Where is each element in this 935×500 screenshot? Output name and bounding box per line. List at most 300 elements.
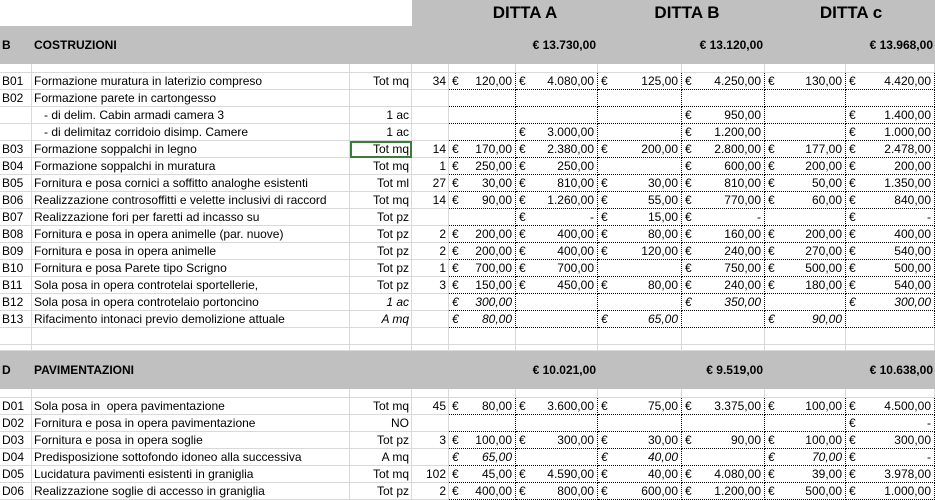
row-quantity[interactable]	[412, 90, 449, 107]
row-quantity[interactable]	[412, 415, 449, 432]
c-total-cell[interactable]	[846, 107, 935, 124]
row-code[interactable]: B02	[0, 90, 32, 107]
amount: 700,00	[557, 261, 594, 275]
a-total-cell[interactable]	[516, 311, 598, 328]
c-price-cell[interactable]	[765, 466, 846, 483]
b-price-cell[interactable]	[598, 141, 682, 158]
c-total-cell[interactable]	[846, 415, 935, 432]
euro-sign: €	[768, 142, 775, 156]
row-unit[interactable]: Tot mq	[350, 398, 412, 415]
amount: 120,00	[641, 244, 678, 258]
b-total-cell[interactable]	[682, 260, 765, 277]
a-total-cell[interactable]	[516, 107, 598, 124]
a-total-cell[interactable]	[516, 277, 598, 294]
section-total[interactable]: € 10.021,00	[532, 363, 596, 377]
amount: -	[927, 416, 931, 430]
amount: 100,00	[805, 433, 842, 447]
c-price-cell[interactable]	[765, 141, 846, 158]
a-price-cell[interactable]	[449, 260, 516, 277]
row-description[interactable]: - di delim. Cabin armadi camera 3	[32, 107, 350, 124]
b-price-cell[interactable]	[598, 294, 682, 311]
euro-sign: €	[601, 142, 608, 156]
amount: 30,00	[647, 176, 678, 190]
row-unit[interactable]: 1 ac	[350, 294, 412, 311]
c-total-cell[interactable]	[846, 90, 935, 107]
c-total-cell[interactable]	[846, 294, 935, 311]
amount: 4.500,00	[884, 399, 931, 413]
b-price-cell[interactable]	[598, 398, 682, 415]
euro-sign: €	[601, 433, 608, 447]
c-total-cell[interactable]	[846, 73, 935, 90]
a-price-cell[interactable]	[449, 294, 516, 311]
row-code[interactable]: B05	[0, 175, 32, 192]
a-price-cell[interactable]	[449, 415, 516, 432]
row-description[interactable]: Sola posa in opera controtelaio portoncino	[32, 294, 350, 311]
euro-sign: €	[685, 244, 692, 258]
a-price-cell[interactable]	[449, 209, 516, 226]
c-price-cell[interactable]	[765, 209, 846, 226]
amount: 250,00	[557, 159, 594, 173]
b-price-cell[interactable]	[598, 483, 682, 500]
euro-sign: €	[849, 261, 856, 275]
c-price-cell[interactable]	[765, 175, 846, 192]
amount: 540,00	[894, 244, 931, 258]
row-code[interactable]: B06	[0, 192, 32, 209]
row-code[interactable]: D01	[0, 398, 32, 415]
euro-sign: €	[452, 278, 459, 292]
amount: 1.200,00	[714, 125, 761, 139]
euro-sign: €	[601, 450, 608, 464]
a-total-cell[interactable]	[516, 294, 598, 311]
a-price-cell[interactable]	[449, 449, 516, 466]
a-total-cell[interactable]	[516, 432, 598, 449]
euro-sign: €	[685, 108, 692, 122]
c-price-cell[interactable]	[765, 90, 846, 107]
c-total-cell[interactable]	[846, 209, 935, 226]
amount: 130,00	[805, 74, 842, 88]
c-price-cell[interactable]	[765, 415, 846, 432]
table-row	[0, 124, 935, 141]
b-total-cell[interactable]	[682, 107, 765, 124]
a-total-cell[interactable]	[516, 90, 598, 107]
row-description[interactable]: Sola posa in opera controtelai sportellerie,	[32, 277, 350, 294]
c-price-cell[interactable]	[765, 449, 846, 466]
a-total-cell[interactable]	[516, 483, 598, 500]
row-description[interactable]: Fornitura e posa in opera soglie	[32, 432, 350, 449]
c-total-cell[interactable]	[846, 483, 935, 500]
row-code[interactable]: B13	[0, 311, 32, 328]
row-code[interactable]: D06	[0, 483, 32, 500]
b-price-cell[interactable]	[598, 243, 682, 260]
row-quantity[interactable]	[412, 449, 449, 466]
row-code[interactable]: D05	[0, 466, 32, 483]
row-code[interactable]: D03	[0, 432, 32, 449]
euro-sign: €	[685, 125, 692, 139]
a-price-cell[interactable]	[449, 483, 516, 500]
amount: -	[590, 210, 594, 224]
euro-sign: €	[685, 399, 692, 413]
amount: 55,00	[647, 193, 678, 207]
amount: 3.375,00	[714, 399, 761, 413]
row-code[interactable]: B12	[0, 294, 32, 311]
c-total-cell[interactable]	[846, 158, 935, 175]
a-price-cell[interactable]	[449, 192, 516, 209]
section-total[interactable]: € 9.519,00	[706, 363, 763, 377]
a-price-cell[interactable]	[449, 432, 516, 449]
row-description[interactable]: Fornitura e posa cornici a soffitto analoghe esistenti	[32, 175, 350, 192]
row-quantity[interactable]: 1	[412, 158, 449, 175]
euro-sign: €	[601, 227, 608, 241]
amount: 40,00	[647, 450, 678, 464]
row-unit[interactable]: A mq	[350, 449, 412, 466]
row-quantity[interactable]: 3	[412, 277, 449, 294]
a-price-cell[interactable]	[449, 226, 516, 243]
euro-sign: €	[685, 142, 692, 156]
a-total-cell[interactable]	[516, 141, 598, 158]
b-total-cell[interactable]	[682, 226, 765, 243]
row-quantity[interactable]	[412, 311, 449, 328]
amount: 15,00	[647, 210, 678, 224]
b-total-cell[interactable]	[682, 141, 765, 158]
row-quantity[interactable]	[412, 209, 449, 226]
amount: 1.260,00	[547, 193, 594, 207]
row-code[interactable]: B01	[0, 73, 32, 90]
a-price-cell[interactable]	[449, 311, 516, 328]
row-code[interactable]	[0, 107, 32, 124]
a-total-cell[interactable]	[516, 192, 598, 209]
amount: 160,00	[724, 227, 761, 241]
row-code[interactable]: D02	[0, 415, 32, 432]
c-total-cell[interactable]	[846, 260, 935, 277]
c-total-cell[interactable]	[846, 226, 935, 243]
row-quantity[interactable]: 14	[412, 141, 449, 158]
b-total-cell[interactable]	[682, 483, 765, 500]
a-total-cell[interactable]	[516, 175, 598, 192]
b-price-cell[interactable]	[598, 432, 682, 449]
euro-sign: €	[685, 467, 692, 481]
euro-sign: €	[452, 193, 459, 207]
amount: 4.250,00	[714, 74, 761, 88]
c-price-cell[interactable]	[765, 124, 846, 141]
c-price-cell[interactable]	[765, 398, 846, 415]
euro-sign: €	[519, 399, 526, 413]
b-total-cell[interactable]	[682, 415, 765, 432]
row-unit[interactable]	[350, 90, 412, 107]
row-unit[interactable]: Tot mq	[350, 141, 412, 158]
row-unit[interactable]: Tot pz	[350, 226, 412, 243]
c-price-cell[interactable]	[765, 483, 846, 500]
c-price-cell[interactable]	[765, 226, 846, 243]
c-price-cell[interactable]	[765, 294, 846, 311]
b-total-cell[interactable]	[682, 449, 765, 466]
euro-sign: €	[849, 244, 856, 258]
b-total-cell[interactable]	[682, 398, 765, 415]
row-unit[interactable]: 1 ac	[350, 107, 412, 124]
table-row	[0, 294, 935, 311]
b-price-cell[interactable]	[598, 466, 682, 483]
b-total-cell[interactable]	[682, 192, 765, 209]
b-price-cell[interactable]	[598, 209, 682, 226]
amount: 2.478,00	[884, 142, 931, 156]
a-total-cell[interactable]	[516, 449, 598, 466]
c-total-cell[interactable]	[846, 398, 935, 415]
amount: 30,00	[481, 176, 512, 190]
row-unit[interactable]: NO	[350, 415, 412, 432]
c-price-cell[interactable]	[765, 243, 846, 260]
b-price-cell[interactable]	[598, 90, 682, 107]
row-quantity[interactable]: 2	[412, 226, 449, 243]
a-price-cell[interactable]	[449, 124, 516, 141]
euro-sign: €	[519, 159, 526, 173]
b-price-cell[interactable]	[598, 192, 682, 209]
a-total-cell[interactable]	[516, 209, 598, 226]
row-description[interactable]: Formazione parete in cartongesso	[32, 90, 350, 107]
c-price-cell[interactable]	[765, 192, 846, 209]
b-price-cell[interactable]	[598, 260, 682, 277]
b-total-cell[interactable]	[682, 277, 765, 294]
amount: 70,00	[811, 450, 842, 464]
row-unit[interactable]: Tot mq	[350, 466, 412, 483]
a-price-cell[interactable]	[449, 243, 516, 260]
b-price-cell[interactable]	[598, 175, 682, 192]
a-total-cell[interactable]	[516, 260, 598, 277]
euro-sign: €	[519, 467, 526, 481]
a-price-cell[interactable]	[449, 175, 516, 192]
a-price-cell[interactable]	[449, 277, 516, 294]
b-price-cell[interactable]	[598, 107, 682, 124]
b-total-cell[interactable]	[682, 73, 765, 90]
b-price-cell[interactable]	[598, 311, 682, 328]
row-quantity[interactable]: 1	[412, 260, 449, 277]
row-quantity[interactable]	[412, 107, 449, 124]
row-description[interactable]: Lucidatura pavimenti esistenti in graniglia	[32, 466, 350, 483]
c-price-cell[interactable]	[765, 158, 846, 175]
row-code[interactable]: B03	[0, 141, 32, 158]
c-total-cell[interactable]	[846, 175, 935, 192]
b-price-cell[interactable]	[598, 449, 682, 466]
row-code[interactable]	[0, 124, 32, 141]
c-total-cell[interactable]	[846, 192, 935, 209]
b-total-cell[interactable]	[682, 124, 765, 141]
euro-sign: €	[452, 74, 459, 88]
amount: 200,00	[805, 159, 842, 173]
amount: 400,00	[557, 227, 594, 241]
a-price-cell[interactable]	[449, 90, 516, 107]
b-price-cell[interactable]	[598, 415, 682, 432]
row-code[interactable]: B04	[0, 158, 32, 175]
euro-sign: €	[768, 278, 775, 292]
row-unit[interactable]: Tot mq	[350, 158, 412, 175]
table-row	[0, 226, 935, 243]
c-price-cell[interactable]	[765, 260, 846, 277]
c-price-cell[interactable]	[765, 107, 846, 124]
a-total-cell[interactable]	[516, 158, 598, 175]
c-total-cell[interactable]	[846, 432, 935, 449]
b-total-cell[interactable]	[682, 243, 765, 260]
section-header-b	[0, 26, 935, 64]
euro-sign: €	[849, 142, 856, 156]
amount: 300,00	[475, 295, 512, 309]
amount: 45,00	[481, 467, 512, 481]
euro-sign: €	[452, 312, 459, 326]
euro-sign: €	[452, 261, 459, 275]
row-description[interactable]: Sola posa in opera pavimentazione	[32, 398, 350, 415]
row-description[interactable]: Formazione soppalchi in legno	[32, 141, 350, 158]
amount: 4.080,00	[714, 467, 761, 481]
euro-sign: €	[768, 467, 775, 481]
a-total-cell[interactable]	[516, 466, 598, 483]
euro-sign: €	[849, 399, 856, 413]
b-total-cell[interactable]	[682, 311, 765, 328]
header-ditta-b: DITTA B	[654, 3, 720, 22]
row-unit[interactable]: Tot mq	[350, 192, 412, 209]
euro-sign: €	[519, 125, 526, 139]
c-total-cell[interactable]	[846, 466, 935, 483]
table-row	[0, 73, 935, 90]
row-description[interactable]: Fornitura e posa Parete tipo Scrigno	[32, 260, 350, 277]
row-unit[interactable]: Tot pz	[350, 483, 412, 500]
c-total-cell[interactable]	[846, 124, 935, 141]
amount: 400,00	[557, 244, 594, 258]
c-price-cell[interactable]	[765, 73, 846, 90]
row-unit[interactable]: Tot pz	[350, 260, 412, 277]
b-price-cell[interactable]	[598, 277, 682, 294]
euro-sign: €	[685, 261, 692, 275]
row-unit[interactable]: A mq	[350, 311, 412, 328]
a-price-cell[interactable]	[449, 398, 516, 415]
row-quantity[interactable]: 45	[412, 398, 449, 415]
row-unit[interactable]: Tot pz	[350, 432, 412, 449]
amount: 4.590,00	[547, 467, 594, 481]
section-total[interactable]: € 13.730,00	[532, 38, 596, 52]
a-total-cell[interactable]	[516, 226, 598, 243]
a-total-cell[interactable]	[516, 124, 598, 141]
section-total[interactable]: € 13.968,00	[869, 38, 933, 52]
b-price-cell[interactable]	[598, 226, 682, 243]
amount: 90,00	[481, 193, 512, 207]
section-total[interactable]: € 13.120,00	[699, 38, 763, 52]
row-unit[interactable]: Tot pz	[350, 243, 412, 260]
c-price-cell[interactable]	[765, 311, 846, 328]
row-quantity[interactable]: 2	[412, 243, 449, 260]
row-code[interactable]: B08	[0, 226, 32, 243]
euro-sign: €	[768, 176, 775, 190]
row-code[interactable]: D04	[0, 449, 32, 466]
a-price-cell[interactable]	[449, 158, 516, 175]
row-quantity[interactable]: 34	[412, 73, 449, 90]
b-total-cell[interactable]	[682, 209, 765, 226]
euro-sign: €	[452, 484, 459, 498]
amount: 400,00	[475, 484, 512, 498]
row-quantity[interactable]: 14	[412, 192, 449, 209]
b-total-cell[interactable]	[682, 432, 765, 449]
row-code[interactable]: B09	[0, 243, 32, 260]
table-row	[0, 277, 935, 294]
amount: -	[927, 210, 931, 224]
amount: 50,00	[811, 176, 842, 190]
euro-sign: €	[849, 210, 856, 224]
row-description[interactable]: Predisposizione sottofondo idoneo alla successiva	[32, 449, 350, 466]
row-unit[interactable]: Tot ml	[350, 175, 412, 192]
c-total-cell[interactable]	[846, 311, 935, 328]
a-price-cell[interactable]	[449, 466, 516, 483]
row-description[interactable]: Realizzazione fori per faretti ad incasso su	[32, 209, 350, 226]
b-price-cell[interactable]	[598, 124, 682, 141]
amount: 500,00	[805, 261, 842, 275]
a-total-cell[interactable]	[516, 73, 598, 90]
b-total-cell[interactable]	[682, 175, 765, 192]
c-total-cell[interactable]	[846, 277, 935, 294]
euro-sign: €	[452, 142, 459, 156]
table-row	[0, 141, 935, 158]
a-total-cell[interactable]	[516, 415, 598, 432]
row-quantity[interactable]: 27	[412, 175, 449, 192]
euro-sign: €	[519, 261, 526, 275]
row-quantity[interactable]	[412, 294, 449, 311]
amount: 65,00	[481, 450, 512, 464]
row-quantity[interactable]: 3	[412, 432, 449, 449]
amount: 350,00	[724, 295, 761, 309]
amount: 4.420,00	[884, 74, 931, 88]
row-description[interactable]: Fornitura e posa in opera animelle	[32, 243, 350, 260]
row-code[interactable]: B10	[0, 260, 32, 277]
c-total-cell[interactable]	[846, 141, 935, 158]
amount: 120,00	[475, 74, 512, 88]
row-description[interactable]: Formazione soppalchi in muratura	[32, 158, 350, 175]
row-code[interactable]: B11	[0, 277, 32, 294]
section-total[interactable]: € 10.638,00	[869, 363, 933, 377]
a-total-cell[interactable]	[516, 398, 598, 415]
c-total-cell[interactable]	[846, 243, 935, 260]
a-price-cell[interactable]	[449, 107, 516, 124]
table-row	[0, 449, 935, 466]
euro-sign: €	[601, 193, 608, 207]
row-description[interactable]: Fornitura e posa in opera animelle (par. nuove)	[32, 226, 350, 243]
a-price-cell[interactable]	[449, 73, 516, 90]
row-quantity[interactable]: 102	[412, 466, 449, 483]
row-description[interactable]: Formazione muratura in laterizio compreso	[32, 73, 350, 90]
b-price-cell[interactable]	[598, 158, 682, 175]
c-price-cell[interactable]	[765, 432, 846, 449]
row-quantity[interactable]	[412, 124, 449, 141]
row-unit[interactable]: Tot mq	[350, 73, 412, 90]
amount: -	[927, 450, 931, 464]
b-total-cell[interactable]	[682, 158, 765, 175]
row-description[interactable]: Rifacimento intonaci previo demolizione attuale	[32, 311, 350, 328]
row-description[interactable]: - di delimitaz corridoio disimp. Camere	[32, 124, 350, 141]
row-code[interactable]: B07	[0, 209, 32, 226]
b-total-cell[interactable]	[682, 90, 765, 107]
row-description[interactable]: Fornitura e posa in opera pavimentazione	[32, 415, 350, 432]
row-description[interactable]: Realizzazione soglie di accesso in graniglia	[32, 483, 350, 500]
row-quantity[interactable]: 2	[412, 483, 449, 500]
b-total-cell[interactable]	[682, 294, 765, 311]
a-total-cell[interactable]	[516, 243, 598, 260]
c-price-cell[interactable]	[765, 277, 846, 294]
row-description[interactable]: Realizzazione controsoffitti e velette inclusivi di raccord	[32, 192, 350, 209]
a-price-cell[interactable]	[449, 141, 516, 158]
row-unit[interactable]: Tot pz	[350, 277, 412, 294]
amount: 3.600,00	[547, 399, 594, 413]
b-total-cell[interactable]	[682, 466, 765, 483]
table-row	[0, 260, 935, 277]
amount: 80,00	[481, 312, 512, 326]
c-total-cell[interactable]	[846, 449, 935, 466]
b-price-cell[interactable]	[598, 73, 682, 90]
row-unit[interactable]: Tot pz	[350, 209, 412, 226]
row-unit[interactable]: 1 ac	[350, 124, 412, 141]
amount: 600,00	[724, 159, 761, 173]
